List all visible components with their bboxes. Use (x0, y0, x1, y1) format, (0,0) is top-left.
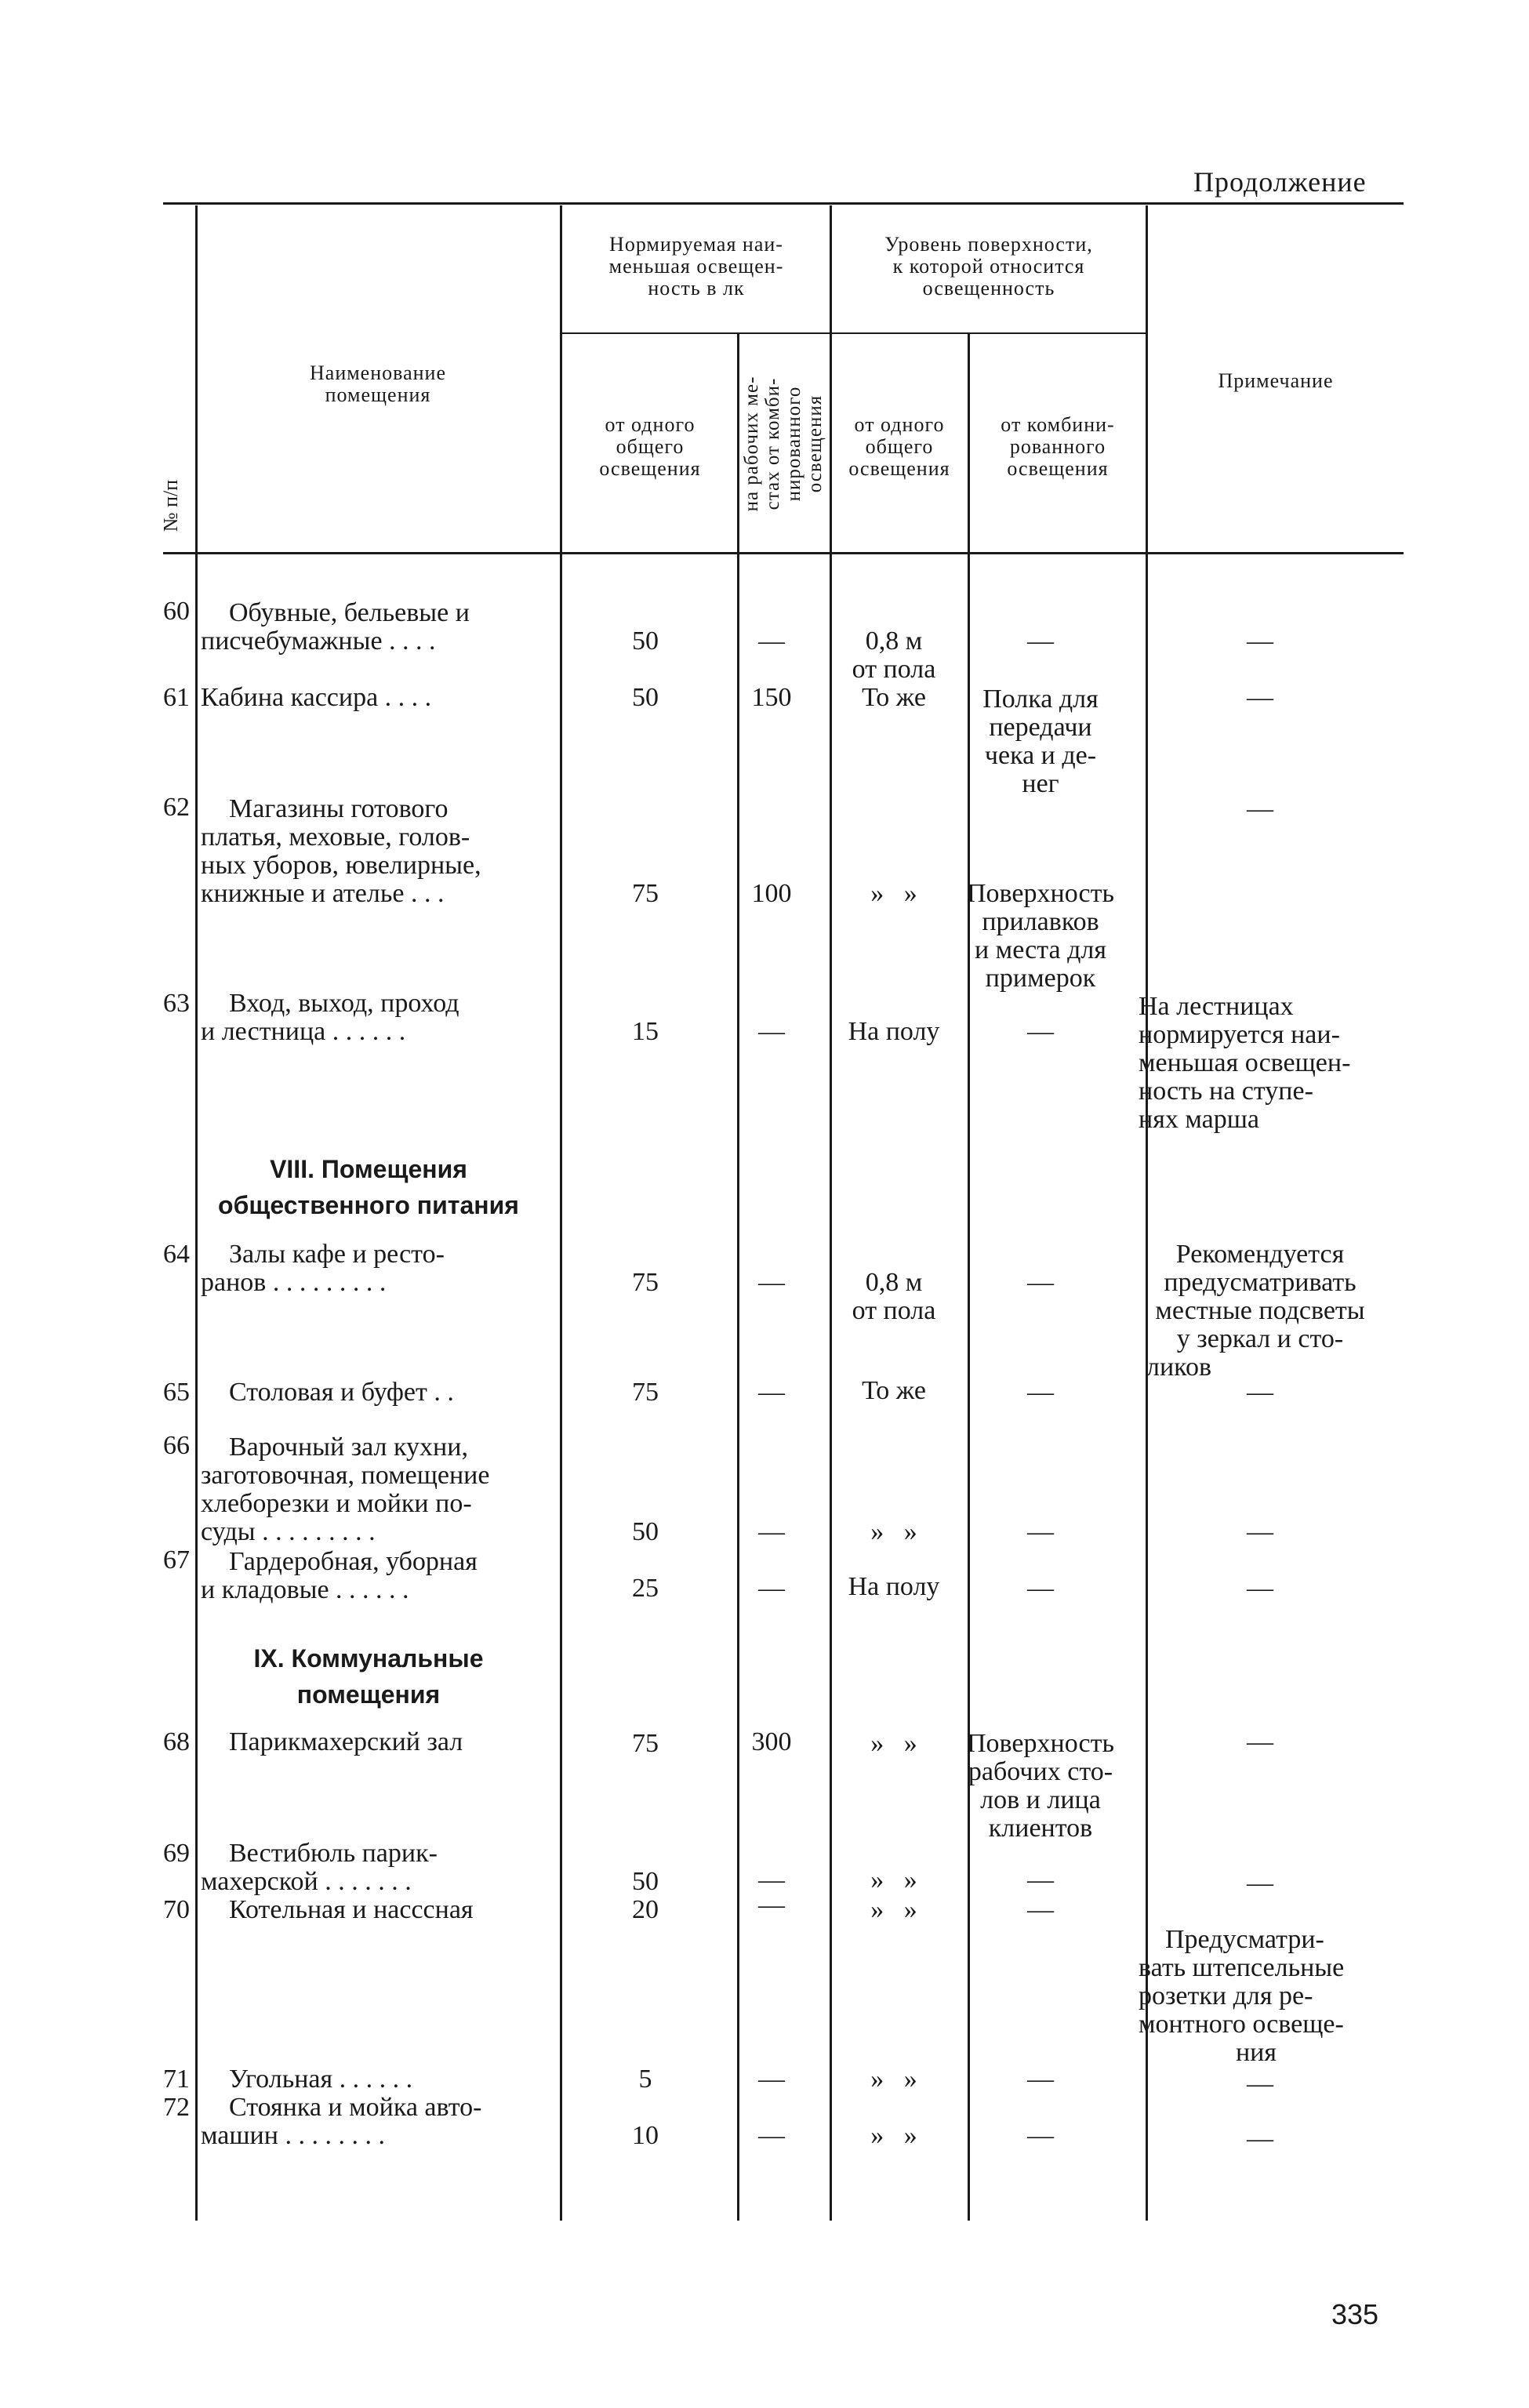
row-lux-general: 75 (632, 1268, 659, 1297)
row-lux-general: 50 (632, 1517, 659, 1546)
row-lux-combined: — (758, 1574, 785, 1603)
row-lux-combined: — (758, 1890, 785, 1919)
section-heading-viii: VIII. Помещения общественного питания (218, 1155, 519, 1219)
row-lux-general: 15 (632, 1017, 659, 1046)
row-level-combined: — (1027, 2065, 1054, 2094)
row-level-combined: Полка для передачи чека и де- нег (982, 685, 1099, 798)
row-lux-general: 50 (632, 1867, 659, 1896)
row-num: 71 (163, 2065, 190, 2094)
row-note: — (1247, 1727, 1273, 1756)
row-lux-general: 50 (632, 627, 659, 656)
row-note: — (1247, 794, 1273, 823)
row-note: Рекомендуется предусматривать местные подсветы у зеркал и сто- ликов (1146, 1240, 1365, 1382)
row-note: — (1247, 627, 1273, 656)
row-name: Угольная . . . . . . (229, 2065, 413, 2094)
row-note: — (1247, 683, 1273, 712)
row-name: Вестибюль парик- махерской . . . . . . . (201, 1839, 438, 1896)
row-level-general: То же (862, 1376, 926, 1405)
row-name: Варочный зал кухни, заготовочная, помещение хлеборезки и мойки по- суды . . . . . . . . . (201, 1433, 490, 1546)
row-lux-general: 10 (632, 2121, 659, 2150)
header-norm-general: от одного общего освещения (599, 413, 701, 480)
continuation-label: Продолжение (1193, 166, 1367, 198)
row-level-combined: — (1027, 1378, 1054, 1407)
row-num: 65 (163, 1378, 190, 1407)
header-norm-combined: на рабочих ме- стах от комби- нированного освещения (741, 376, 826, 512)
row-note: — (1247, 2124, 1273, 2153)
norm-group-rule (561, 332, 1146, 334)
header-col-note: Примечание (1218, 369, 1334, 392)
row-lux-combined: 300 (751, 1727, 792, 1756)
row-lux-general: 75 (632, 879, 659, 908)
row-lux-general: 75 (632, 1729, 659, 1758)
header-group-norm: Нормируемая наи- меньшая освещен- ность в лк (608, 233, 784, 300)
row-level-combined: — (1027, 1865, 1054, 1894)
row-level-combined: — (1027, 2121, 1054, 2150)
row-lux-general: 75 (632, 1378, 659, 1407)
header-level-combined: от комбини- рованного освещения (1001, 413, 1115, 480)
header-group-level: Уровень поверхности, к которой относится освещенность (884, 233, 1093, 300)
row-level-general: 0,8 м от пола (852, 1268, 936, 1325)
row-note: На лестницах нормируется наи- меньшая освещен- ность на ступе- нях марша (1139, 992, 1351, 1134)
row-name: Кабина кассира . . . . (201, 683, 432, 712)
col-divider-level-note (1146, 205, 1148, 2221)
row-name: Магазины готового платья, меховые, голов- ных уборов, ювелирные, книжные и ателье . . . (201, 794, 481, 908)
row-lux-combined: — (758, 1017, 785, 1046)
row-level-combined: — (1027, 1574, 1054, 1603)
row-name: Гардеробная, уборная и кладовые . . . . . . (201, 1547, 478, 1604)
row-level-general: На полу (848, 1017, 940, 1046)
row-lux-combined: — (758, 1517, 785, 1546)
row-note: — (1247, 2069, 1273, 2098)
row-level-combined: — (1027, 1017, 1054, 1046)
row-level-combined: Поверхность прилавков и места для примерок (967, 879, 1114, 993)
row-level-general: » » (870, 1865, 917, 1894)
row-level-combined: — (1027, 1268, 1054, 1297)
row-name: Стоянка и мойка авто- машин . . . . . . . . (201, 2093, 482, 2150)
row-num: 62 (163, 793, 190, 822)
row-lux-general: 20 (632, 1895, 659, 1924)
row-name: Обувные, бельевые и писчебумажные . . . . (201, 598, 470, 656)
row-level-general: На полу (848, 1572, 940, 1601)
row-lux-combined: — (758, 2121, 785, 2150)
row-num: 67 (163, 1545, 190, 1574)
row-level-general: » » (870, 1895, 917, 1924)
row-num: 63 (163, 989, 190, 1018)
row-lux-combined: 100 (751, 879, 792, 908)
row-num: 72 (163, 2093, 190, 2122)
row-name: Залы кафе и ресто- ранов . . . . . . . . . (201, 1240, 445, 1297)
row-name: Столовая и буфет . . (229, 1378, 454, 1407)
row-note: — (1247, 1517, 1273, 1546)
row-name: Парикмахерский зал (229, 1727, 463, 1756)
row-num: 64 (163, 1240, 190, 1269)
row-note: — (1247, 1378, 1273, 1407)
table-top-rule (163, 202, 1404, 205)
row-level-combined: Поверхность рабочих сто- лов и лица клиентов (967, 1729, 1114, 1843)
page-number: 335 (1331, 2298, 1379, 2330)
row-lux-combined: — (758, 2065, 785, 2094)
row-num: 61 (163, 683, 190, 712)
row-lux-combined: — (758, 627, 785, 656)
header-level-general: от одного общего освещения (848, 413, 950, 480)
row-level-general: » » (870, 1517, 917, 1546)
row-lux-general: 5 (638, 2065, 652, 2094)
row-level-combined: — (1027, 1895, 1054, 1924)
row-name: Вход, выход, проход и лестница . . . . . . (201, 989, 459, 1046)
row-level-combined: — (1027, 1517, 1054, 1546)
row-level-general: » » (870, 1729, 917, 1758)
row-note: — (1247, 1574, 1273, 1603)
row-lux-combined: 150 (751, 683, 792, 712)
row-lux-combined: — (758, 1865, 785, 1894)
header-bottom-rule (163, 552, 1404, 554)
row-num: 60 (163, 597, 190, 626)
row-lux-general: 50 (632, 683, 659, 712)
row-lux-combined: — (758, 1268, 785, 1297)
header-col-num: № п/п (159, 479, 182, 532)
row-num: 69 (163, 1839, 190, 1868)
row-num: 70 (163, 1895, 190, 1924)
row-lux-general: 25 (632, 1574, 659, 1603)
row-level-combined: — (1027, 627, 1054, 656)
row-name: Котельная и насссная (229, 1895, 474, 1924)
row-lux-combined: — (758, 1378, 785, 1407)
row-note: Предусматри- вать штепсельные розетки для ре- монтного освеще- ния (1139, 1925, 1345, 2067)
row-note: — (1247, 1869, 1273, 1898)
header-col-name: Наименование помещения (310, 361, 446, 406)
section-heading-ix: IX. Коммунальные помещения (253, 1644, 484, 1709)
row-level-general: 0,8 м от пола (852, 627, 936, 684)
row-level-general: То же (862, 683, 926, 712)
row-level-general: » » (870, 2121, 917, 2150)
row-num: 68 (163, 1727, 190, 1756)
row-level-general: » » (870, 879, 917, 908)
row-level-general: » » (870, 2065, 917, 2094)
row-num: 66 (163, 1431, 190, 1460)
